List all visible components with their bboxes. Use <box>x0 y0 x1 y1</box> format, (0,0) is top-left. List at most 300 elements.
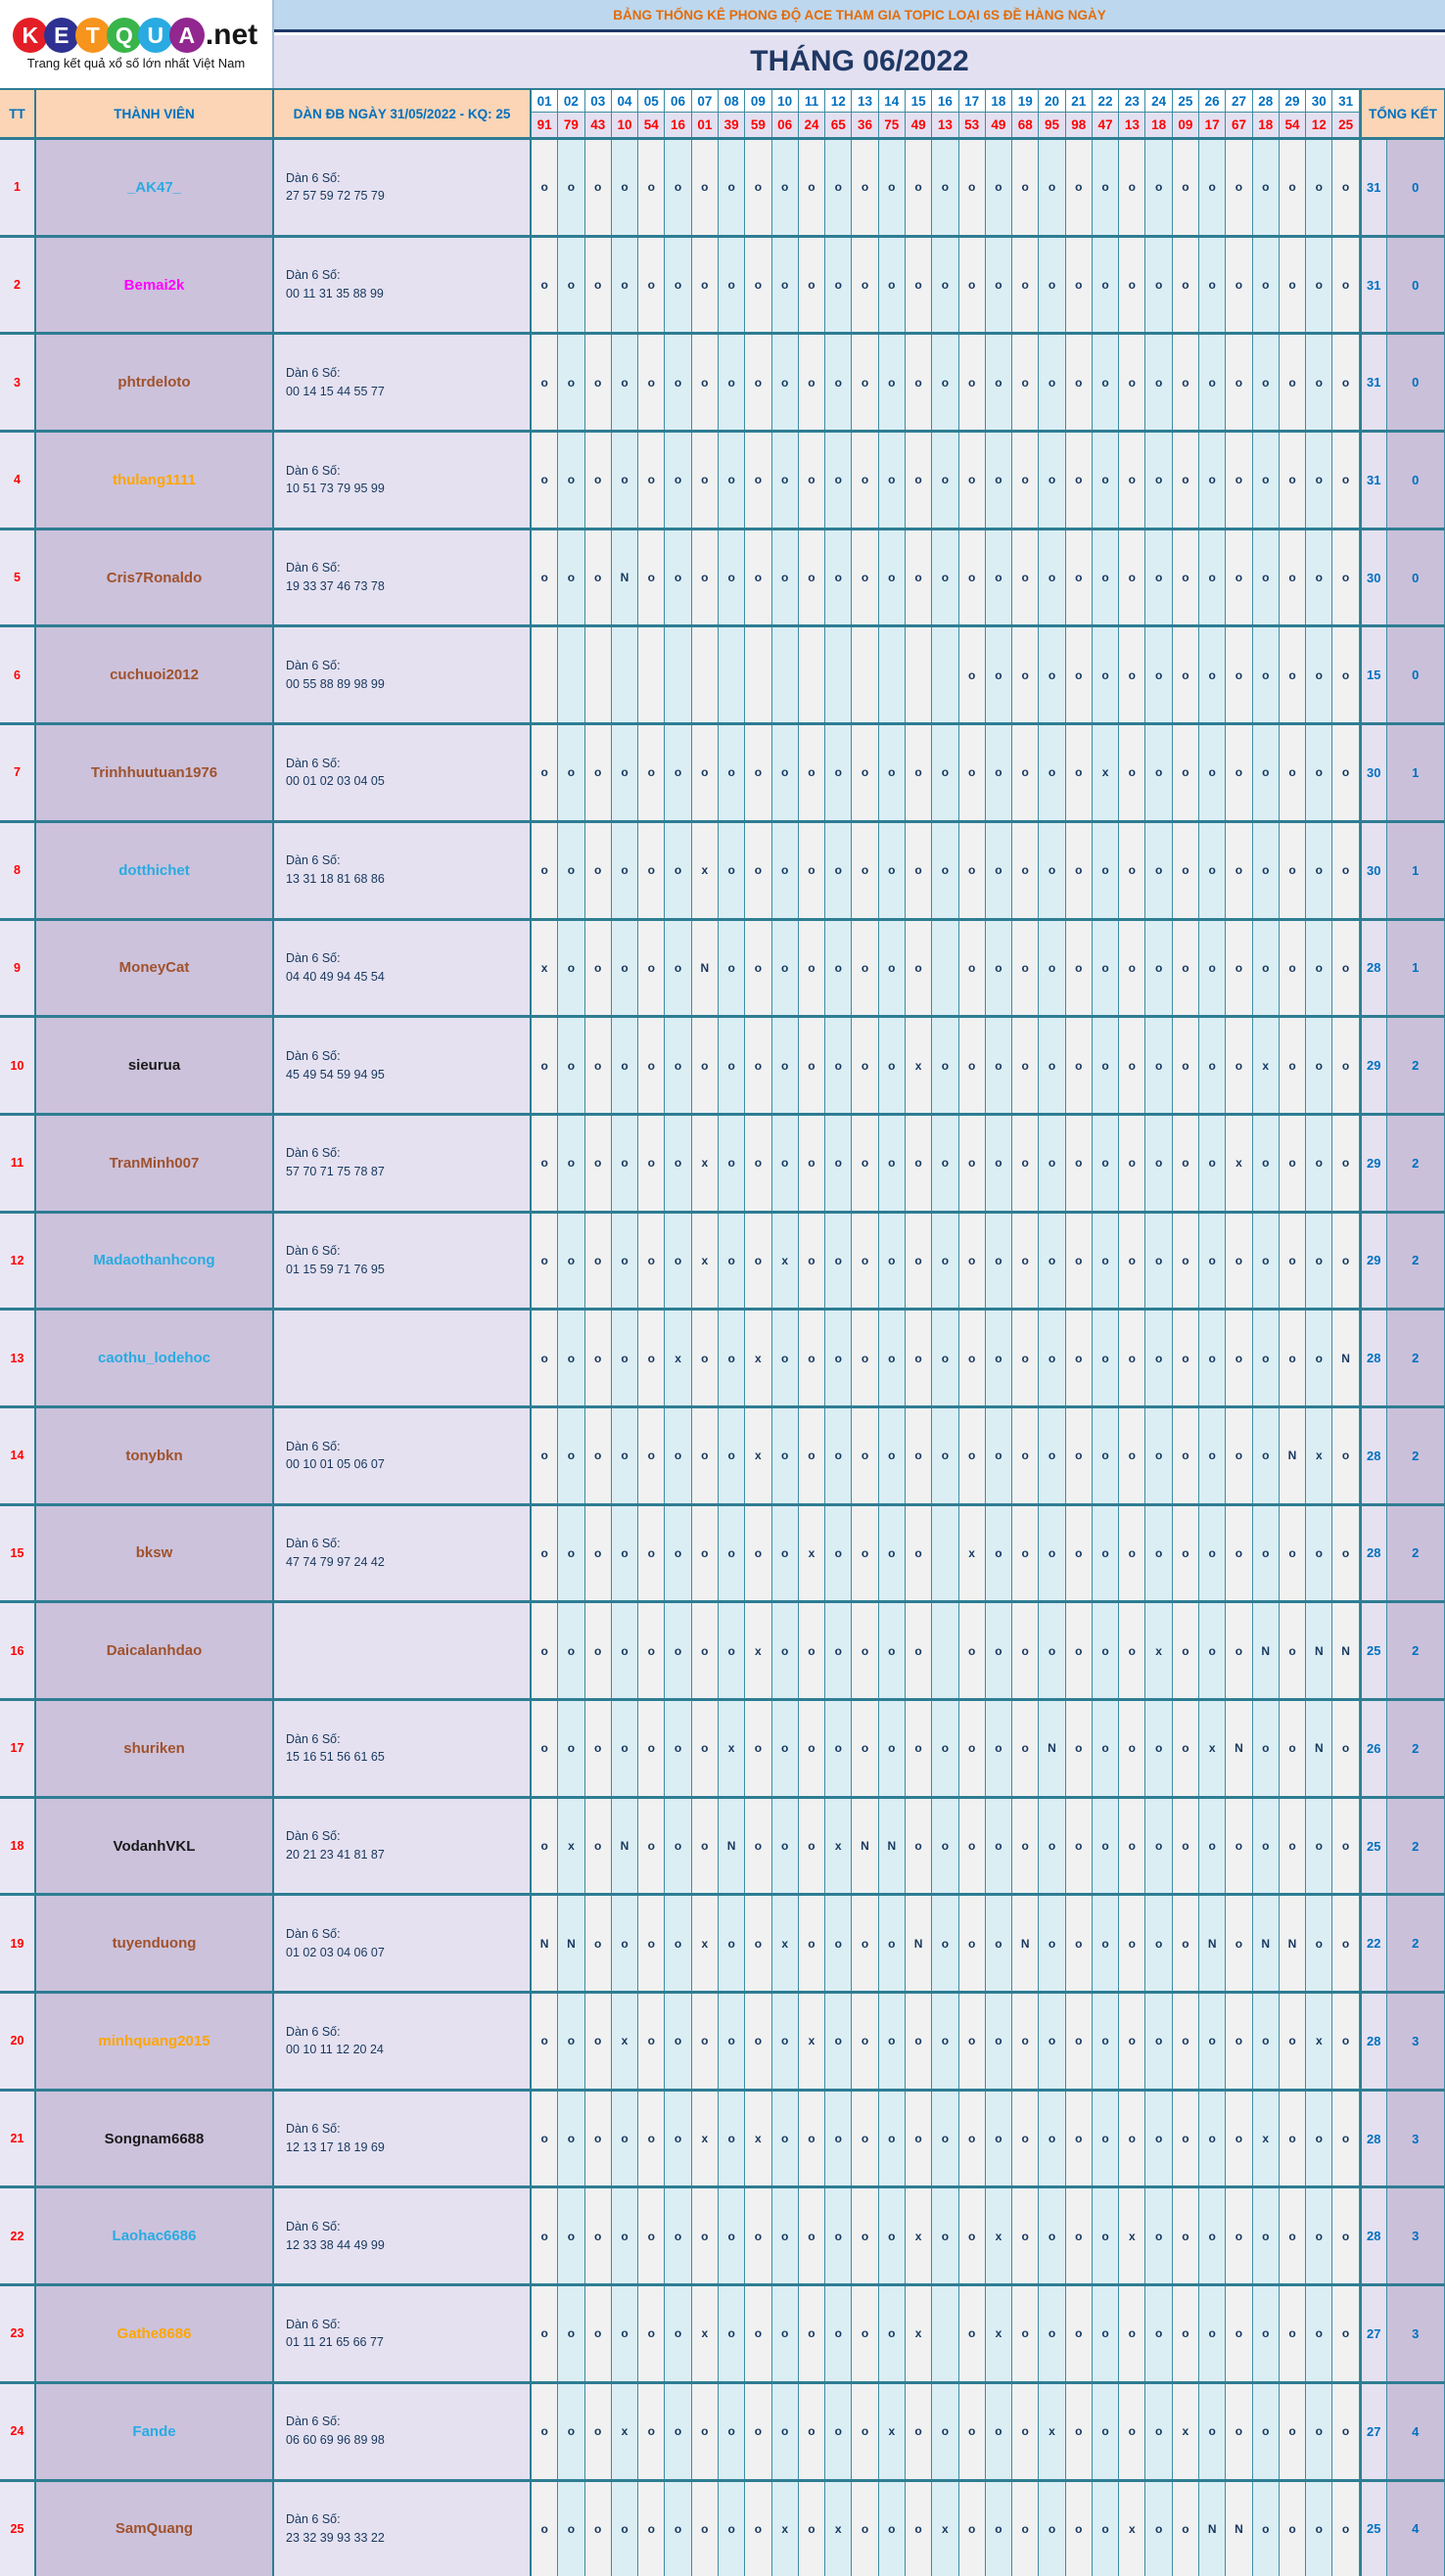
day-header-23: 23 <box>1119 88 1145 113</box>
day-cell-01: o <box>532 530 558 625</box>
day-cell-22: o <box>1093 2092 1119 2186</box>
day-cell-28: o <box>1253 1994 1280 2089</box>
day-cell-23: o <box>1119 1311 1145 1405</box>
day-cell-10: o <box>772 433 799 528</box>
member-name-link[interactable]: Fande <box>36 2384 274 2479</box>
dan-cell <box>274 1701 532 1796</box>
day-cell-20: o <box>1039 1214 1065 1309</box>
day-cell-25: o <box>1173 1214 1199 1309</box>
day-cell-22: o <box>1093 1994 1119 2089</box>
day-cell-03: o <box>585 530 612 625</box>
dan-cell <box>274 530 532 625</box>
day-cell-15: o <box>906 2482 932 2576</box>
day-cell-02: N <box>558 1896 584 1991</box>
member-name-link[interactable]: sieurua <box>36 1018 274 1113</box>
day-cell-31: o <box>1332 140 1359 235</box>
day-cell-03: o <box>585 140 612 235</box>
member-name-link[interactable]: minhquang2015 <box>36 1994 274 2089</box>
day-cell-08: o <box>719 140 745 235</box>
day-cell-26: o <box>1199 1116 1226 1211</box>
day-cell-19: o <box>1012 1994 1039 2089</box>
logo-letter-Q: Q <box>107 18 142 53</box>
day-cell-01: o <box>532 2188 558 2283</box>
day-cell-14 <box>879 627 906 722</box>
day-cell-30: o <box>1306 238 1332 333</box>
day-cell-06: o <box>665 433 691 528</box>
day-cell-31: o <box>1332 2384 1359 2479</box>
day-cell-24: o <box>1145 238 1172 333</box>
member-name-link[interactable]: Madaothanhcong <box>36 1214 274 1309</box>
day-cell-07: o <box>692 1311 719 1405</box>
member-row-18 <box>0 1796 1445 1894</box>
day-cell-07: x <box>692 2286 719 2381</box>
day-cell-07: o <box>692 238 719 333</box>
day-cell-04: o <box>612 725 638 820</box>
member-row-21 <box>0 2089 1445 2186</box>
day-cell-05: o <box>638 2188 665 2283</box>
day-header-20: 20 <box>1039 88 1065 113</box>
miss-count: 1 <box>1387 823 1445 918</box>
miss-count: 0 <box>1387 140 1445 235</box>
day-cell-12: o <box>825 1994 852 2089</box>
day-cell-23: o <box>1119 1603 1145 1698</box>
day-cell-15: o <box>906 433 932 528</box>
day-cell-01: o <box>532 725 558 820</box>
day-cell-18: o <box>986 1506 1012 1601</box>
day-cell-02 <box>558 627 584 722</box>
day-cell-21: o <box>1066 1994 1093 2089</box>
day-cell-02: o <box>558 1116 584 1211</box>
dan-label: Dàn 6 Số: <box>286 2512 341 2527</box>
day-cell-15: o <box>906 238 932 333</box>
row-number: 9 <box>0 921 36 1016</box>
day-cell-19: o <box>1012 238 1039 333</box>
day-cell-27: x <box>1226 1116 1252 1211</box>
member-name-link[interactable]: _AK47_ <box>36 140 274 235</box>
day-cell-08: o <box>719 1994 745 2089</box>
kq-value-07: 01 <box>692 113 719 137</box>
day-cell-21: o <box>1066 2188 1093 2283</box>
dan-label: Dàn 6 Số: <box>286 268 341 283</box>
day-cell-13: N <box>852 1799 878 1894</box>
day-cell-21: o <box>1066 1214 1093 1309</box>
day-cell-11: o <box>799 2188 825 2283</box>
member-row-3 <box>0 332 1445 430</box>
dan-label: Dàn 6 Số: <box>286 1244 341 1259</box>
day-cell-06 <box>665 627 691 722</box>
banner-title: BẢNG THỐNG KÊ PHONG ĐỘ ACE THAM GIA TOPIC LOẠI 6S ĐỀ HÀNG NGÀY <box>274 0 1445 32</box>
col-header-dan: DÀN ĐB NGÀY 31/05/2022 - KQ: 25 <box>274 88 532 137</box>
day-cell-18: o <box>986 1214 1012 1309</box>
day-cell-05: o <box>638 530 665 625</box>
member-name-link[interactable]: bksw <box>36 1506 274 1601</box>
day-cell-13: o <box>852 1214 878 1309</box>
day-cell-14: o <box>879 238 906 333</box>
day-cell-16 <box>932 1506 958 1601</box>
day-cell-13: o <box>852 238 878 333</box>
day-cell-03: o <box>585 1994 612 2089</box>
day-cell-14: o <box>879 530 906 625</box>
member-name-link[interactable]: thulang1111 <box>36 433 274 528</box>
day-cell-26: o <box>1199 2092 1226 2186</box>
day-cell-22: o <box>1093 1506 1119 1601</box>
day-cell-16 <box>932 627 958 722</box>
day-cell-24: o <box>1145 2188 1172 2283</box>
day-cell-13: o <box>852 1408 878 1503</box>
day-cell-29: o <box>1280 2188 1306 2283</box>
day-cell-10: o <box>772 140 799 235</box>
day-cell-24: o <box>1145 1701 1172 1796</box>
member-name-link[interactable]: Bemai2k <box>36 238 274 333</box>
day-cell-13: o <box>852 2092 878 2186</box>
day-cell-26: o <box>1199 1214 1226 1309</box>
day-cell-09: o <box>745 2286 771 2381</box>
day-cell-26: o <box>1199 2188 1226 2283</box>
day-cell-27: o <box>1226 530 1252 625</box>
dan-cell <box>274 725 532 820</box>
dan-label: Dàn 6 Số: <box>286 1829 341 1844</box>
day-cell-25: o <box>1173 530 1199 625</box>
member-row-16 <box>0 1600 1445 1698</box>
day-cell-14: o <box>879 140 906 235</box>
day-cell-18: x <box>986 2188 1012 2283</box>
day-cell-18: o <box>986 1994 1012 2089</box>
miss-count: 4 <box>1387 2384 1445 2479</box>
member-name-link[interactable]: phtrdeloto <box>36 335 274 430</box>
day-cell-06: o <box>665 921 691 1016</box>
day-cell-22: o <box>1093 1603 1119 1698</box>
day-cell-31: o <box>1332 530 1359 625</box>
day-cell-26: o <box>1199 530 1226 625</box>
day-cell-12: o <box>825 1896 852 1991</box>
day-cell-27: o <box>1226 1506 1252 1601</box>
day-header-03: 03 <box>585 88 612 113</box>
win-count: 28 <box>1360 2092 1387 2186</box>
dan-cell <box>274 2482 532 2576</box>
win-count: 26 <box>1360 1701 1387 1796</box>
day-cell-10: o <box>772 1408 799 1503</box>
day-cell-10: o <box>772 725 799 820</box>
member-name-link[interactable]: Daicalanhdao <box>36 1603 274 1698</box>
day-cell-27: o <box>1226 1603 1252 1698</box>
day-cell-08: o <box>719 823 745 918</box>
day-cell-10: o <box>772 1311 799 1405</box>
member-name-link[interactable]: tuyenduong <box>36 1896 274 1991</box>
member-name-link[interactable]: MoneyCat <box>36 921 274 1016</box>
day-cell-28: o <box>1253 1214 1280 1309</box>
day-cell-07: o <box>692 433 719 528</box>
dan-cell <box>274 1311 532 1405</box>
day-cell-17: o <box>959 2482 986 2576</box>
day-cell-02: o <box>558 1603 584 1698</box>
day-cell-07: x <box>692 1116 719 1211</box>
day-cell-01: o <box>532 1799 558 1894</box>
day-cell-13 <box>852 627 878 722</box>
day-cell-20: o <box>1039 238 1065 333</box>
logo-letter-A: A <box>169 18 205 53</box>
day-cell-23: o <box>1119 1994 1145 2089</box>
day-cell-10: o <box>772 1994 799 2089</box>
day-cell-04: o <box>612 433 638 528</box>
miss-count: 2 <box>1387 1896 1445 1991</box>
day-cell-18: o <box>986 2384 1012 2479</box>
member-name-link[interactable]: Trinhhuutuan1976 <box>36 725 274 820</box>
day-cell-13: o <box>852 1896 878 1991</box>
day-cell-21: o <box>1066 1116 1093 1211</box>
day-cell-06: o <box>665 1116 691 1211</box>
member-name-link[interactable]: SamQuang <box>36 2482 274 2576</box>
day-cell-30: o <box>1306 433 1332 528</box>
day-cell-28: o <box>1253 335 1280 430</box>
day-cell-18: o <box>986 335 1012 430</box>
day-cell-09 <box>745 627 771 722</box>
day-cell-22: o <box>1093 921 1119 1016</box>
day-header-18: 18 <box>986 88 1012 113</box>
day-cell-21: o <box>1066 1799 1093 1894</box>
day-cell-30: o <box>1306 2286 1332 2381</box>
day-cell-10: o <box>772 823 799 918</box>
day-cell-24: o <box>1145 627 1172 722</box>
dan-numbers: 20 21 23 41 81 87 <box>286 1848 385 1863</box>
day-cell-27: o <box>1226 921 1252 1016</box>
day-cell-11: o <box>799 335 825 430</box>
day-cell-02: x <box>558 1799 584 1894</box>
win-count: 25 <box>1360 2482 1387 2576</box>
day-cell-12: o <box>825 1018 852 1113</box>
member-row-5 <box>0 528 1445 625</box>
day-cell-28: o <box>1253 2482 1280 2576</box>
member-name-link[interactable]: VodanhVKL <box>36 1799 274 1894</box>
member-name-link[interactable]: Cris7Ronaldo <box>36 530 274 625</box>
day-cell-23: o <box>1119 1799 1145 1894</box>
member-name-link[interactable]: dotthichet <box>36 823 274 918</box>
day-cell-13: o <box>852 1506 878 1601</box>
miss-count: 3 <box>1387 2188 1445 2283</box>
day-cell-15: x <box>906 2188 932 2283</box>
day-cell-09: o <box>745 2384 771 2479</box>
day-cell-02: o <box>558 823 584 918</box>
dan-cell <box>274 433 532 528</box>
day-cell-30: o <box>1306 627 1332 722</box>
day-cell-26: o <box>1199 823 1226 918</box>
day-header-11: 11 <box>799 88 825 113</box>
day-cell-08: o <box>719 2482 745 2576</box>
day-cell-01: o <box>532 1214 558 1309</box>
day-cell-27: o <box>1226 238 1252 333</box>
day-cell-02: o <box>558 725 584 820</box>
row-number: 2 <box>0 238 36 333</box>
logo-tagline: Trang kết quả xổ số lớn nhất Việt Nam <box>26 56 246 70</box>
member-row-2 <box>0 235 1445 333</box>
day-cell-07: x <box>692 823 719 918</box>
kq-value-22: 47 <box>1093 113 1119 137</box>
day-cell-10: o <box>772 1603 799 1698</box>
day-cell-25: o <box>1173 1896 1199 1991</box>
member-name-link[interactable]: shuriken <box>36 1701 274 1796</box>
member-row-12 <box>0 1211 1445 1309</box>
day-cell-26: o <box>1199 238 1226 333</box>
win-count: 27 <box>1360 2286 1387 2381</box>
day-cell-11: o <box>799 823 825 918</box>
day-cell-05: o <box>638 1701 665 1796</box>
row-number: 3 <box>0 335 36 430</box>
day-cell-15: o <box>906 1701 932 1796</box>
day-cell-19: o <box>1012 627 1039 722</box>
day-cell-06: o <box>665 238 691 333</box>
day-cell-31: o <box>1332 1994 1359 2089</box>
day-cell-01: o <box>532 2482 558 2576</box>
day-cell-14: o <box>879 823 906 918</box>
day-cell-15: o <box>906 1408 932 1503</box>
row-number: 20 <box>0 1994 36 2089</box>
day-cell-05: o <box>638 1116 665 1211</box>
day-header-01: 01 <box>532 88 558 113</box>
day-cell-13: o <box>852 1311 878 1405</box>
day-cell-26: o <box>1199 2286 1226 2381</box>
day-cell-14: o <box>879 1116 906 1211</box>
day-cell-21: o <box>1066 2384 1093 2479</box>
kq-value-11: 24 <box>799 113 825 137</box>
day-cell-20: o <box>1039 2286 1065 2381</box>
kq-value-02: 79 <box>558 113 584 137</box>
day-cell-08: o <box>719 2384 745 2479</box>
day-cell-12: o <box>825 238 852 333</box>
day-cell-17: o <box>959 1214 986 1309</box>
row-number: 8 <box>0 823 36 918</box>
day-cell-01: o <box>532 823 558 918</box>
day-cell-26: o <box>1199 1994 1226 2089</box>
day-cell-25: o <box>1173 2188 1199 2283</box>
row-number: 15 <box>0 1506 36 1601</box>
day-cell-12: o <box>825 1408 852 1503</box>
day-cell-24: o <box>1145 1311 1172 1405</box>
miss-count: 3 <box>1387 1994 1445 2089</box>
member-name-link[interactable]: Gathe8686 <box>36 2286 274 2381</box>
day-cell-11 <box>799 627 825 722</box>
day-cell-07: o <box>692 1994 719 2089</box>
day-cell-16: o <box>932 1116 958 1211</box>
day-cell-12: o <box>825 1701 852 1796</box>
day-cell-20: o <box>1039 335 1065 430</box>
member-row-17 <box>0 1698 1445 1796</box>
day-cell-22: o <box>1093 2384 1119 2479</box>
member-name-link[interactable]: TranMinh007 <box>36 1116 274 1211</box>
day-cell-14: o <box>879 2286 906 2381</box>
day-cell-28: o <box>1253 1701 1280 1796</box>
member-name-link[interactable]: Laohac6686 <box>36 2188 274 2283</box>
day-cell-15: o <box>906 921 932 1016</box>
day-cell-10: o <box>772 1018 799 1113</box>
day-cell-28: o <box>1253 530 1280 625</box>
day-cell-24: o <box>1145 2286 1172 2381</box>
day-cell-24: o <box>1145 530 1172 625</box>
day-cell-09: o <box>745 2188 771 2283</box>
dan-label: Dàn 6 Số: <box>286 756 341 770</box>
miss-count: 3 <box>1387 2092 1445 2186</box>
dan-cell <box>274 1214 532 1309</box>
day-cell-22: o <box>1093 335 1119 430</box>
day-cell-15: o <box>906 725 932 820</box>
day-cell-30: o <box>1306 1896 1332 1991</box>
day-cell-15: o <box>906 140 932 235</box>
day-cell-17: o <box>959 1799 986 1894</box>
dan-numbers: 19 33 37 46 73 78 <box>286 579 385 594</box>
day-cell-03: o <box>585 2286 612 2381</box>
day-cell-23: o <box>1119 1896 1145 1991</box>
day-cell-30: o <box>1306 1116 1332 1211</box>
day-cell-12: o <box>825 1116 852 1211</box>
dan-numbers: 01 15 59 71 76 95 <box>286 1262 385 1276</box>
day-cell-31: o <box>1332 1506 1359 1601</box>
day-cell-26: o <box>1199 1311 1226 1405</box>
miss-count: 2 <box>1387 1018 1445 1113</box>
day-cell-02: o <box>558 1701 584 1796</box>
member-name-link[interactable]: tonybkn <box>36 1408 274 1503</box>
logo-letters <box>15 18 203 53</box>
day-cell-18: o <box>986 921 1012 1016</box>
day-cell-25: o <box>1173 1116 1199 1211</box>
day-cell-16: o <box>932 238 958 333</box>
day-cell-03: o <box>585 2188 612 2283</box>
day-cell-01: o <box>532 1408 558 1503</box>
day-cell-27: o <box>1226 140 1252 235</box>
dan-label: Dàn 6 Số: <box>286 1439 341 1453</box>
kq-value-17: 53 <box>959 113 986 137</box>
day-cell-09: o <box>745 1506 771 1601</box>
day-cell-30: N <box>1306 1603 1332 1698</box>
member-name-link[interactable]: caothu_lodehoc <box>36 1311 274 1405</box>
col-header-member: THÀNH VIÊN <box>36 88 274 137</box>
dan-label: Dàn 6 Số: <box>286 2415 341 2429</box>
day-cell-17: o <box>959 627 986 722</box>
day-cell-13: o <box>852 2188 878 2283</box>
kq-value-24: 18 <box>1145 113 1172 137</box>
day-cell-30: o <box>1306 2092 1332 2186</box>
dan-cell <box>274 1506 532 1601</box>
day-cell-13: o <box>852 2482 878 2576</box>
day-cell-07: o <box>692 2482 719 2576</box>
day-cell-10: o <box>772 530 799 625</box>
day-cell-15: o <box>906 530 932 625</box>
day-cell-04: o <box>612 823 638 918</box>
dan-cell <box>274 1896 532 1991</box>
miss-count: 0 <box>1387 530 1445 625</box>
day-cell-12: o <box>825 140 852 235</box>
day-cell-16: o <box>932 1896 958 1991</box>
day-cell-02: o <box>558 335 584 430</box>
member-row-24 <box>0 2381 1445 2479</box>
site-logo[interactable] <box>0 0 274 88</box>
kq-value-20: 95 <box>1039 113 1065 137</box>
day-cell-01: o <box>532 1018 558 1113</box>
dan-label: Dàn 6 Số: <box>286 561 341 575</box>
member-name-link[interactable]: Songnam6688 <box>36 2092 274 2186</box>
day-cell-24: o <box>1145 433 1172 528</box>
day-cell-20: x <box>1039 2384 1065 2479</box>
kq-value-12: 65 <box>825 113 852 137</box>
day-cell-06: o <box>665 1994 691 2089</box>
day-cell-22: o <box>1093 2286 1119 2381</box>
day-cell-01: o <box>532 140 558 235</box>
day-cell-14: o <box>879 1701 906 1796</box>
day-header-14: 14 <box>879 88 906 113</box>
kq-value-25: 09 <box>1173 113 1199 137</box>
member-name-link[interactable]: cuchuoi2012 <box>36 627 274 722</box>
day-header-02: 02 <box>558 88 584 113</box>
day-cell-05: o <box>638 1896 665 1991</box>
day-cell-25: o <box>1173 1018 1199 1113</box>
day-cell-12: o <box>825 1214 852 1309</box>
